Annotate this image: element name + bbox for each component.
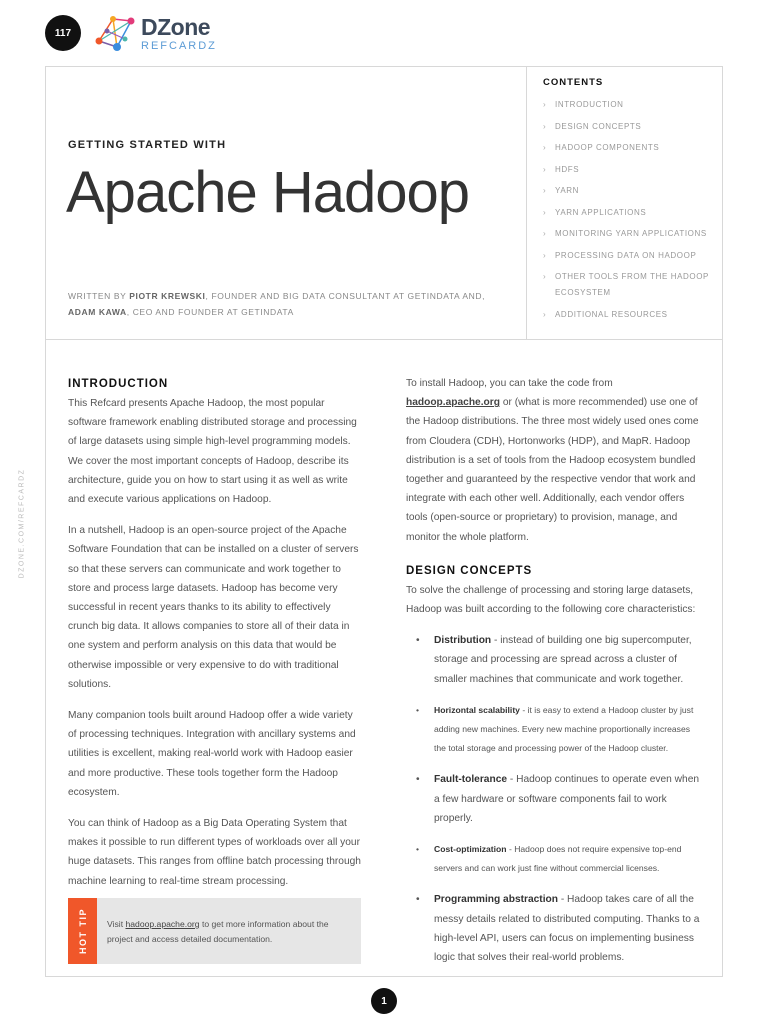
contents-item-hadoop-components[interactable] xyxy=(543,140,713,156)
contents-item-label: HADOOP COMPONENTS xyxy=(555,143,660,152)
bullet-icon: • xyxy=(416,635,420,647)
chevron-right-icon: › xyxy=(543,164,547,174)
contents-item-monitoring-yarn-applications[interactable] xyxy=(543,226,713,242)
hot-tip-box xyxy=(68,898,361,964)
page-number: 1 xyxy=(371,988,397,1014)
byline-and: AND, xyxy=(462,291,486,301)
contents-item-yarn-applications[interactable] xyxy=(543,205,713,221)
hot-tip-text xyxy=(107,917,352,947)
intro-paragraph-3: Many companion tools built around Hadoop offer a wide variety of processing techniques. Integration with ancillary systems and utilities is excellent, making real-world work with Hadoop easier and more productive. These tools together form the Hadoop ecosystem. xyxy=(68,710,356,798)
contents-item-hdfs[interactable] xyxy=(543,162,713,178)
author-1-role: , FOUNDER AND BIG DATA CONSULTANT AT GETINDATA xyxy=(205,291,460,301)
bullet-text: - Hadoop does not require expensive top-end servers and can work just fine without commercial licenses. xyxy=(434,844,682,874)
list-item xyxy=(406,890,701,967)
author-1: PIOTR KREWSKI xyxy=(129,291,206,301)
chevron-right-icon: › xyxy=(543,207,547,217)
chevron-right-icon: › xyxy=(543,186,547,195)
install-paragraph xyxy=(406,374,701,547)
bullet-term: Horizontal scalability xyxy=(434,704,520,715)
contents-item-processing-data[interactable] xyxy=(543,248,713,264)
left-column xyxy=(68,376,363,903)
contents-item-other-tools[interactable] xyxy=(543,269,713,301)
bullet-icon: • xyxy=(416,704,420,715)
hot-tip-visit: Visit xyxy=(107,919,124,929)
intro-paragraph-1: This Refcard presents Apache Hadoop, the most popular software framework enabling distributed storage and processing of large datasets using simple high-level programming models. We cover the most important concepts of Hadoop, describe its architecture, guide you on how to start using it as well as write and execute various applications on Hadoop. xyxy=(68,398,357,506)
byline xyxy=(68,288,488,320)
contents-item-label: DESIGN CONCEPTS xyxy=(555,121,642,131)
install-post: or (what is more recommended) use one of the Hadoop distributions. The three most widely used ones come from Cloudera (CDH), Hortonworks (HDP), and MapR. Hadoop distribution is a set of tools from the Hadoop ecosystem bundled together and guaranteed by the respective vendor that work and integrate with each other well. Additionally, each vendor offers tools (open-source or proprietary) to provision, manage, and monitor the whole platform. xyxy=(406,397,699,543)
install-link[interactable]: hadoop.apache.org xyxy=(406,397,500,409)
contents-item-label: HDFS xyxy=(555,164,580,174)
design-concepts-intro: To solve the challenge of processing and storing large datasets, Hadoop was built according to the following core characteristics: xyxy=(406,584,696,616)
right-column xyxy=(406,374,701,979)
chevron-right-icon: › xyxy=(543,229,547,238)
contents-item-label: INTRODUCTION xyxy=(555,100,624,109)
bullet-icon: • xyxy=(416,894,420,906)
header-divider xyxy=(45,339,723,340)
design-concepts-list xyxy=(406,631,701,967)
page-title: Apache Hadoop xyxy=(66,160,469,225)
author-2-role: , CEO AND FOUNDER AT GETINDATA xyxy=(126,307,294,317)
bullet-text: - it is easy to extend a Hadoop cluster by just adding new machines. Every new machine proportionally increases the total storage and processing power of the Hadoop cluster. xyxy=(434,704,694,754)
bullet-icon: • xyxy=(416,774,420,786)
list-item xyxy=(406,631,701,689)
contents-item-design-concepts[interactable] xyxy=(543,119,713,135)
contents-item-yarn[interactable] xyxy=(543,183,713,199)
contents-item-label: ADDITIONAL RESOURCES xyxy=(555,309,668,319)
list-item xyxy=(406,840,701,878)
contents-item-label: PROCESSING DATA ON HADOOP xyxy=(555,250,697,260)
dzone-logo-icon xyxy=(93,13,137,53)
bullet-term: Fault-tolerance xyxy=(434,774,508,786)
hot-tip-label: HOT TIP xyxy=(77,908,88,954)
bullet-term: Programming abstraction xyxy=(434,894,558,906)
chevron-right-icon: › xyxy=(543,143,547,152)
contents-item-label: YARN APPLICATIONS xyxy=(555,207,647,217)
bullet-icon: • xyxy=(416,844,420,855)
bullet-term: Distribution xyxy=(434,635,492,647)
title-kicker: GETTING STARTED WITH xyxy=(68,139,227,151)
install-pre: To install Hadoop, you can take the code from xyxy=(406,378,613,389)
brand-name: DZone xyxy=(141,14,211,40)
bullet-text: - Hadoop continues to operate even when a few hardware or software components fail to work properly. xyxy=(434,774,700,824)
hot-tip-tab xyxy=(68,898,97,964)
bullet-term: Cost-optimization xyxy=(434,844,507,855)
intro-paragraph-4: You can think of Hadoop as a Big Data Operating System that makes it possible to run different types of workloads over all your huge datasets. This ranges from offline batch processing through machine learning to real-time stream processing. xyxy=(68,818,361,887)
brand xyxy=(141,14,217,52)
contents-item-label: YARN xyxy=(555,186,580,195)
chevron-right-icon: › xyxy=(543,272,547,281)
side-url: DZONE.COM/REFCARDZ xyxy=(18,468,26,579)
list-item xyxy=(406,770,701,828)
contents-item-label: OTHER TOOLS FROM THE HADOOP ECOSYSTEM xyxy=(555,272,709,297)
chevron-right-icon: › xyxy=(543,121,547,131)
bullet-text: - Hadoop takes care of all the messy details related to distributed computing. Thanks to a high-level API, users can focus on implementing business logic that solves their real-world problems. xyxy=(434,894,700,964)
chevron-right-icon: › xyxy=(543,250,547,260)
issue-number-badge: 117 xyxy=(45,15,81,51)
contents-divider xyxy=(526,67,527,339)
chevron-right-icon: › xyxy=(543,100,547,109)
list-item xyxy=(406,701,701,759)
contents-heading: CONTENTS xyxy=(543,77,604,88)
byline-written-by: WRITTEN BY xyxy=(68,291,127,301)
bullet-text: - instead of building one big supercomputer, storage and processing are spread across a cluster of smaller machines that communicate and work together. xyxy=(434,635,692,685)
hot-tip-link[interactable]: hadoop.apache.org xyxy=(125,919,200,929)
intro-paragraph-2: In a nutshell, Hadoop is an open-source project of the Apache Software Foundation that can be installed on a cluster of servers so that these servers can communicate and work together to store and process large datasets. Hadoop has become very successful in recent years thanks to its ability to effectively crunch big data. It allows companies to store all of their data in one system and perform analysis on this data that would be otherwise impossible or very expensive to do with traditional solutions. xyxy=(68,525,359,690)
contents-item-label: MONITORING YARN APPLICATIONS xyxy=(555,229,707,238)
brand-sub: REFCARDZ xyxy=(141,40,217,52)
contents-item-introduction[interactable] xyxy=(543,97,713,113)
hot-tip-rest: to get more information about the project and access detailed documentation. xyxy=(107,919,329,944)
contents-item-additional-resources[interactable] xyxy=(543,307,713,323)
chevron-right-icon: › xyxy=(543,309,547,319)
contents-list xyxy=(543,97,713,328)
design-concepts-heading: DESIGN CONCEPTS xyxy=(406,564,533,577)
author-2: ADAM KAWA xyxy=(68,307,127,317)
introduction-heading: INTRODUCTION xyxy=(68,378,169,390)
